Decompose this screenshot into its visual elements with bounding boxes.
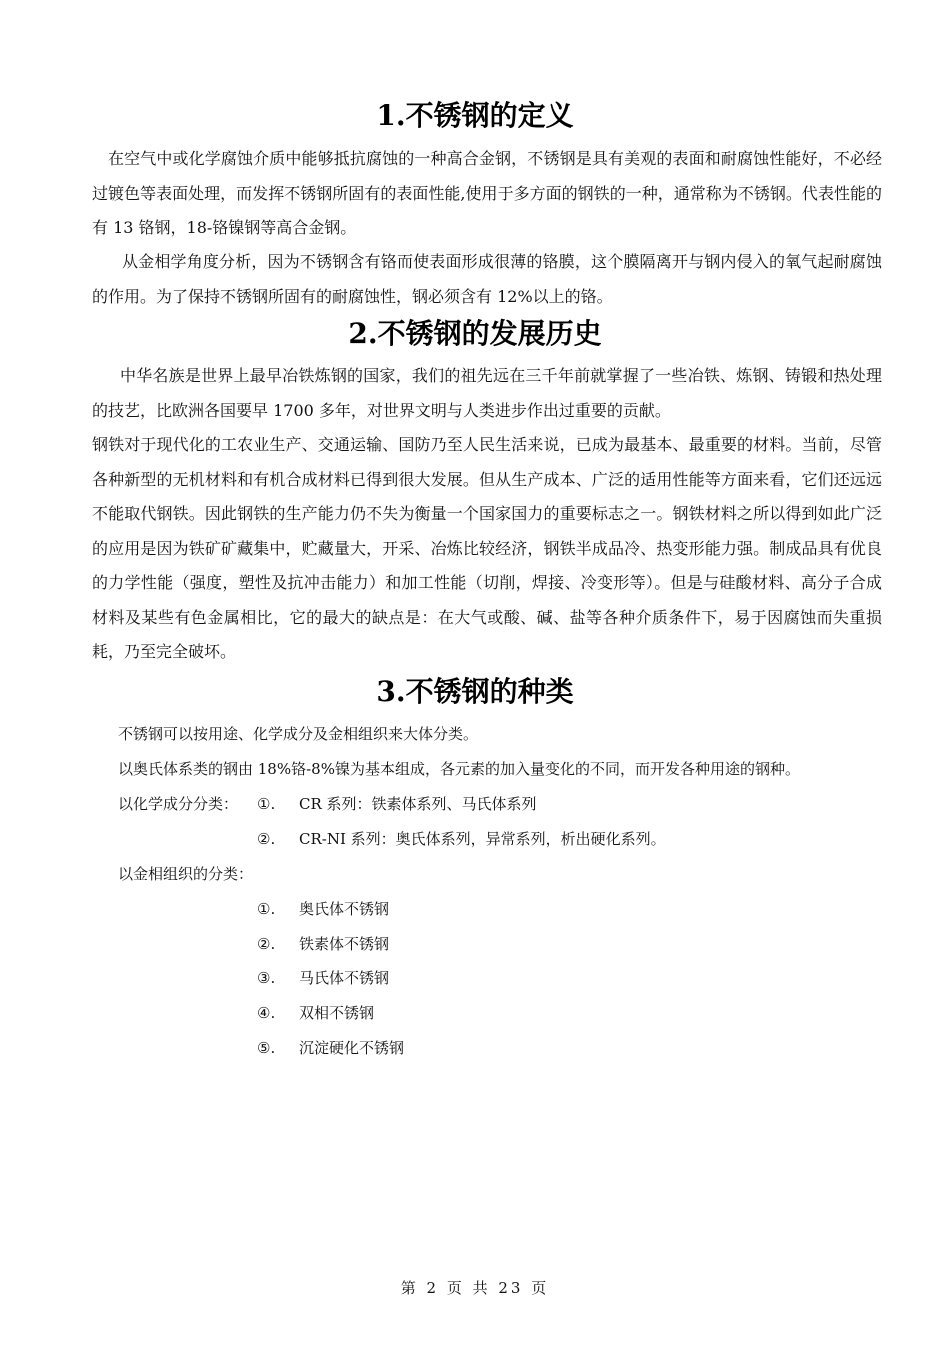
metallo-item-4: ④. 双相不锈钢 <box>257 1004 375 1022</box>
metallo-item-1: ①. 奥氏体不锈钢 <box>257 900 390 918</box>
heading-3: 3.不锈钢的种类 <box>376 675 574 708</box>
s3-intro-line-1: 不锈钢可以按用途、化学成分及金相组织来大体分类。 <box>118 725 479 743</box>
chem-item-2: ②. CR-NI 系列：奥氏体系列，异常系列，析出硬化系列。 <box>257 830 666 848</box>
metallo-item-2: ②. 铁素体不锈钢 <box>257 935 390 953</box>
chem-item-1: ①. CR 系列：铁素体系列、马氏体系列 <box>257 795 537 813</box>
heading-2: 2.不锈钢的发展历史 <box>348 317 602 350</box>
s1-paragraph-2: 从金相学角度分析，因为不锈钢含有铬而使表面形成很薄的铬膜，这个膜隔离开与钢内侵入的氧气起耐腐蚀的作用。为了保持不锈钢所固有的耐腐蚀性，钢必须含有 12%以上的铬。 <box>92 252 882 306</box>
heading-1: 1.不锈钢的定义 <box>376 99 574 132</box>
s1-paragraph-1: 在空气中或化学腐蚀介质中能够抵抗腐蚀的一种高合金钢，不锈钢是具有美观的表面和耐腐蚀性能好，不必经过镀色等表面处理，而发挥不锈钢所固有的表面性能,使用于多方面的钢铁的一种，通常称为不锈钢。代表性能的有 13 铬钢，18-铬镍钢等高合金钢。 <box>92 149 882 237</box>
metallo-item-5: ⑤. 沉淀硬化不锈钢 <box>257 1039 405 1057</box>
s3-intro-line-2: 以奥氏体系类的钢由 18%铬-8%镍为基本组成，各元素的加入量变化的不同，而开发各种用途的钢种。 <box>118 760 800 778</box>
metallo-item-3: ③. 马氏体不锈钢 <box>257 969 390 987</box>
s2-paragraph-2: 钢铁对于现代化的工农业生产、交通运输、国防乃至人民生活来说，已成为最基本、最重要的材料。当前，尽管各种新型的无机材料和有机合成材料已得到很大发展。但从生产成本、广泛的适用性能等方面来看，它们还远远不能取代钢铁。因此钢铁的生产能力仍不失为衡量一个国家国力的重要标志之一。钢铁材料之所以得到如此广泛的应用是因为铁矿矿藏集中，贮藏量大，开采、冶炼比较经济，钢铁半成品冷、热变形能力强。制成品具有优良的力学性能（强度，塑性及抗冲击能力）和加工性能（切削，焊接、冷变形等）。但是与硅酸材料、高分子合成材料及某些有色金属相比，它的最大的缺点是：在大气或酸、碱、盐等各种介质条件下，易于因腐蚀而失重损耗，乃至完全破坏。 <box>92 435 882 661</box>
metallo-classification-label: 以金相组织的分类： <box>118 865 254 883</box>
page-footer: 第 2 页 共 23 页 <box>400 1279 550 1297</box>
s2-paragraph-1: 中华名族是世界上最早冶铁炼钢的国家，我们的祖先远在三千年前就掌握了一些冶铁、炼钢、铸锻和热处理的技艺，比欧洲各国要早 1700 多年，对世界文明与人类进步作出过重要的贡献。 <box>92 366 882 420</box>
chem-classification-label: 以化学成分分类： <box>118 795 239 813</box>
